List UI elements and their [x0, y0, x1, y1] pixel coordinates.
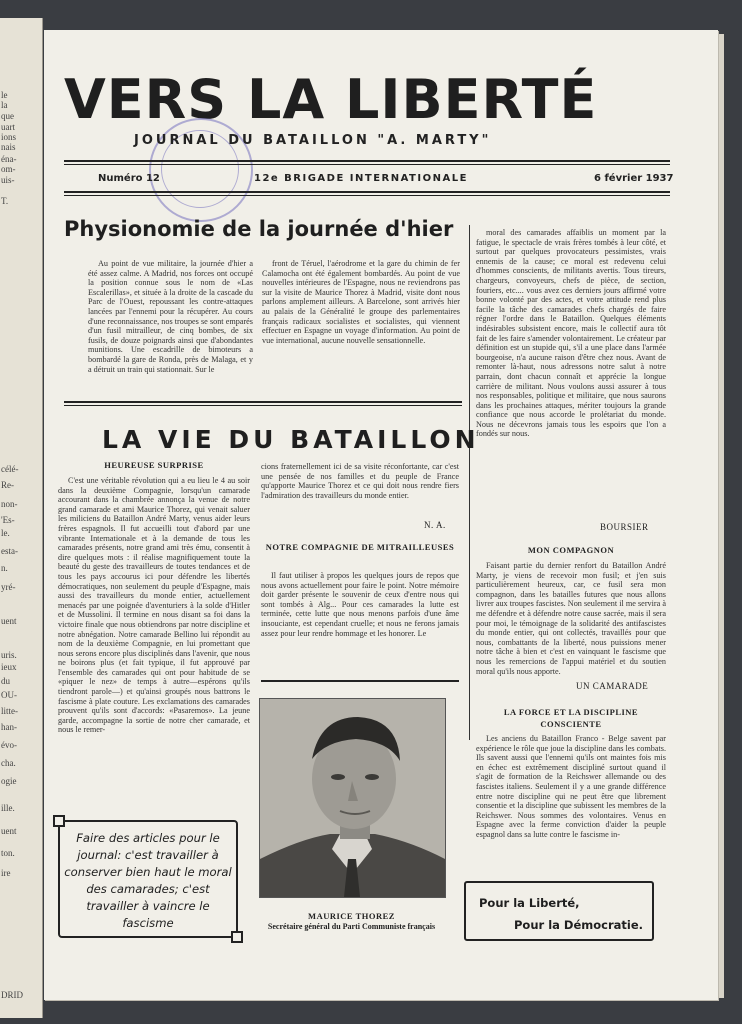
- left-page-fragment: célé-: [1, 464, 19, 474]
- left-page-fragment: uart: [1, 122, 15, 132]
- left-page-fragment: 'Es-: [1, 515, 15, 525]
- title-compagnie-mitrailleuses: NOTRE COMPAGNIE DE MITRAILLEUSES: [265, 542, 455, 552]
- left-page-fragment: han-: [1, 722, 17, 732]
- photo-caption-role: Secrétaire général du Parti Communiste français: [267, 922, 436, 931]
- title-heureuse-surprise: HEUREUSE SURPRISE: [104, 460, 204, 470]
- left-page-fragment: uent: [1, 826, 17, 836]
- left-page-fragment: non-: [1, 499, 18, 509]
- left-page-fragment: le: [1, 90, 8, 100]
- callout-box-liberte: [464, 881, 654, 941]
- masthead-subtitle: JOURNAL DU BATAILLON "A. MARTY": [134, 133, 492, 148]
- left-page-fragment: le.: [1, 528, 10, 538]
- rule-mid-1: [64, 401, 462, 403]
- left-page-fragment: ieux: [1, 662, 17, 672]
- article-title-physionomie: Physionomie de la journée d'hier: [64, 217, 454, 241]
- signature-un-camarade: UN CAMARADE: [576, 681, 649, 691]
- newspaper-page: [44, 30, 718, 1000]
- left-page-fragment: esta-: [1, 546, 18, 556]
- section-title-vie-bataillon: LA VIE DU BATAILLON: [102, 425, 480, 454]
- left-page-fragment: ire: [1, 868, 11, 878]
- article-physionomie-col2: front de Téruel, l'aérodrome et la gare du chimin de fer Calamocha ont été également bombardés. Au point de vue nouvelles intérieures de l'Espagne, nous ne reviendrons pas sur la visite de Maurice Thorez à Madrid, visite dont nous parlons amplement ailleurs. A Barcelone, sont arrivés hier au palais de la Généralité le groupe des parlementaires français radicaux socialistes et socialistes, qui viennent effectuer en Espagne un voyage d'information. Au point de vue international, aucune nouvelle sensationnelle.: [262, 259, 460, 345]
- article-heureuse-surprise: C'est une véritable révolution qui a eu lieu le 4 au soir dans la deuxième Compagnie, lorsqu'un camarade accourant dans la chambrée annonça la venue de notre grand camarade et ami Maurice Thorez, qui venait saluer les miliciens du Bataillon André Marty, venus aider leurs frères espagnols. Il fut accueilli tout d'abord par une vibrante Internationale et à la demande de tous les camarades présents, notre grand ami très ému, consentit à dire quelques mots : il réalise magnifiquement toute la beauté du geste des travailleurs de toutes tendances et de tous les pays accourus ici pour défendre les libertés démocratiques, non seulement du peuple d'Espagne, mais aussi des travailleurs du monde entier, actuellement menacés par une poignée d'aventuriers à la solde d'Hitler et de Mussolini. Il termine en nous disant sa foi dans la victoire finale que nous obtiendrons par notre discipline et notre abnégation. Notre camarade Bellino lui répondit au nom de la deuxième Compagnie, en lui promettant que nous serons encore plus disciplinés dans l'avenir, que nous ne boirons plus (et fait typique, il fut approuvé par l'ensemble des camarades qui ont pour habitude de se «piquer le nez» de temps à autre—espérons qu'ils tiendront parole—) et qu'ainsi groupés nous battrons le fascisme à plate couture. Les exclamations des camarades prouvent qu'ils sont d'accords: «Pasaremos». La jeune garde, accompagne la sortie de notre cher camarade, et nous le remer-: [58, 476, 250, 735]
- left-page-fragment: uris.: [1, 650, 17, 660]
- left-page-fragment: éna-: [1, 154, 17, 164]
- left-page-fragment: Re-: [1, 480, 14, 490]
- left-page-fragment: du: [1, 676, 10, 686]
- left-page-fragment: évo-: [1, 740, 17, 750]
- left-page-fragment: nais: [1, 142, 16, 152]
- article-compagnie-mitrailleuses: Il faut utiliser à propos les quelques jours de repos que nous avons actuellement pour faire le point. Notre mémoire doit garder présente le souvenir de ceux d'entre nous qui sont tombés à Alg... Pour ces camarades la lutte est terminée, cette lutte que nous menons parfois d'une âme insouciante, est cependant cruelle; et nous ne ferons jamais assez pour leur rendre hommage et les honorer. Le: [261, 571, 459, 638]
- callout-liberte-line1: Pour la Liberté,: [479, 896, 580, 910]
- left-page-fragment: OU-: [1, 690, 17, 700]
- brigade-name: 12e BRIGADE INTERNATIONALE: [254, 173, 468, 184]
- left-page-fragment: n.: [1, 563, 8, 573]
- left-page-edge: [0, 18, 43, 1018]
- article-force-discipline: Les anciens du Bataillon Franco - Belge savent par expérience le rôle que joue la discipline dans les combats. Ils savent aussi que l'ennemi qu'ils ont maintes fois mis en échec est extrêmement discipliné surtout quand il s'agit de formation de la Reichswer allemande ou des fascistes italiens. Seulement il y a une grande différence entre notre discipline qui ne peut être que librement consentie et la discipline que subissent les membres de la Reichswer. Nous sommes des volontaires. Venus en Espagne avec la ferme conviction d'aider la peuple espagnol dans sa lutte contre le fascisme in-: [476, 734, 666, 839]
- article-moral-column: moral des camarades affaiblis un moment par la fatigue, le spectacle de vrais frères tombés à leur côté, et surtout par quelques provocateurs pessimistes, vrais ennemis de la cause; ce moral est redevenu celui d'hommes conscients, de militants avertis. Tous tireurs, chargeurs, convoyeurs, chefs de pièce, de section, fouriers, etc.... vous avez ces derniers jours affirmé votre bonne volonté par des actes, et votre attitude rend plus facile la tâche des camarades chefs chargés de faire régner l'ordre dans le Bataillon. Quelques éléments indésirables subsistent encore, mais le collectif aura tôt fait de les faire s'amender volontairement. Le créateur par définition est un stupide qui, s'il a une place dans l'armée bourgeoise, n'a aucune raison d'être chez nous. Avant de remonter là-haut, nous adressons notre salut à notre parrain, dont chacun connaît et apprécie la longue carrière de militant. Nous voulons aussi assurer à tous nos responsables, politique et militaire, que nous saurons dans les prochaines attaques, mériter toujours la grande confiance que nous accorde le prolétariat du monde. Nous ne décevrons jamais tous les espoirs que l'on a fondés sur nous.: [476, 228, 666, 439]
- issue-date: 6 février 1937: [594, 173, 674, 184]
- title-mon-compagnon: MON COMPAGNON: [527, 545, 615, 555]
- left-page-fragment: litte-: [1, 706, 18, 716]
- rule-info-2: [64, 195, 670, 196]
- left-page-fragment: ton.: [1, 848, 15, 858]
- left-page-fragment: ions: [1, 132, 17, 142]
- left-page-fragment: que: [1, 111, 14, 121]
- rule-info-1: [64, 191, 670, 193]
- rule-photo-top: [261, 680, 459, 682]
- article-physionomie-col1: Au point de vue militaire, la journée d'hier a été assez calme. A Madrid, nos forces ont occupé la position connue sous le nom de «Las Escalerillas», et située à la droite de la cascade du Parc de l'Ouest, repoussant les contre-attaques lancées par l'ennemi pour la récupérer. Au cours d'une reconnaissance, nos troupes se sont emparés d'un fusil mitrailleur, de cinq bombes, de six fusils, de douze poignards ainsi que d'abondantes munitions. Une escadrille de bimoteurs a bombardé la gare de Ronda, près de Malaga, et y a détruit un train qui stationnait. Sur le: [88, 259, 253, 374]
- callout-liberte-line2: Pour la Démocratie.: [514, 918, 643, 932]
- title-force-discipline: LA FORCE ET LA DISCIPLINE CONSCIENTE: [503, 707, 639, 729]
- photo-caption-name: MAURICE THOREZ: [308, 911, 395, 921]
- callout-box-articles: Faire des articles pour le journal: c'est travailler à conserver bien haut le moral des camarades; c'est travailler à vaincre le fascisme: [58, 820, 238, 938]
- left-page-fragment: yré-: [1, 582, 16, 592]
- portrait-photo: [259, 698, 446, 898]
- left-page-fragment: ogie: [1, 776, 17, 786]
- left-page-fragment: DRID: [1, 990, 23, 1000]
- page-edge-shadow: [718, 34, 724, 998]
- rule-top-1: [64, 160, 670, 162]
- left-page-fragment: T.: [1, 196, 9, 206]
- left-page-fragment: ille.: [1, 803, 15, 813]
- portrait-illustration: [260, 699, 445, 897]
- left-page-fragment: uent: [1, 616, 17, 626]
- signature-na: N. A.: [424, 520, 446, 530]
- left-page-fragment: cha.: [1, 758, 16, 768]
- signature-boursier: BOURSIER: [600, 522, 649, 532]
- masthead-title: VERS LA LIBERTÉ: [64, 68, 598, 131]
- left-page-fragment: la: [1, 100, 8, 110]
- rule-top-2: [64, 164, 670, 165]
- issue-number: Numéro 12: [98, 173, 160, 184]
- left-page-fragment: om-: [1, 164, 16, 174]
- column-divider: [469, 225, 470, 740]
- left-page-fragment: uis-: [1, 175, 15, 185]
- article-mon-compagnon: Faisant partie du dernier renfort du Bataillon André Marty, je viens de recevoir mon fusil; et j'en suis particulièrement heureux, car, ce fusil sera mon compagnon, dans les batailles futures que nous allons livrer aux troupes fascistes. Non seulement il me servira à me défendre et à défendre notre cause sacrée, mais il sera pour moi, le témoignage de la solidarité des antifascistes du monde entier, qui ont collectés, travaillés pour que nous, combattants de la liberté, nous puissions mener notre tâche à bien et c'est en vainquant le fascisme que nous les remercions de l'appui matériel et du soutien moral qu'ils nous apporte.: [476, 561, 666, 676]
- rule-mid-2: [64, 405, 462, 406]
- article-heureuse-continued: cions fraternellement ici de sa visite réconfortante, car c'est une pensée de nos familles et du peuple de France qu'apporte Maurice Thorez et ce qui doit nous rendre fiers l'admiration des travailleurs du monde entier.: [261, 462, 459, 500]
